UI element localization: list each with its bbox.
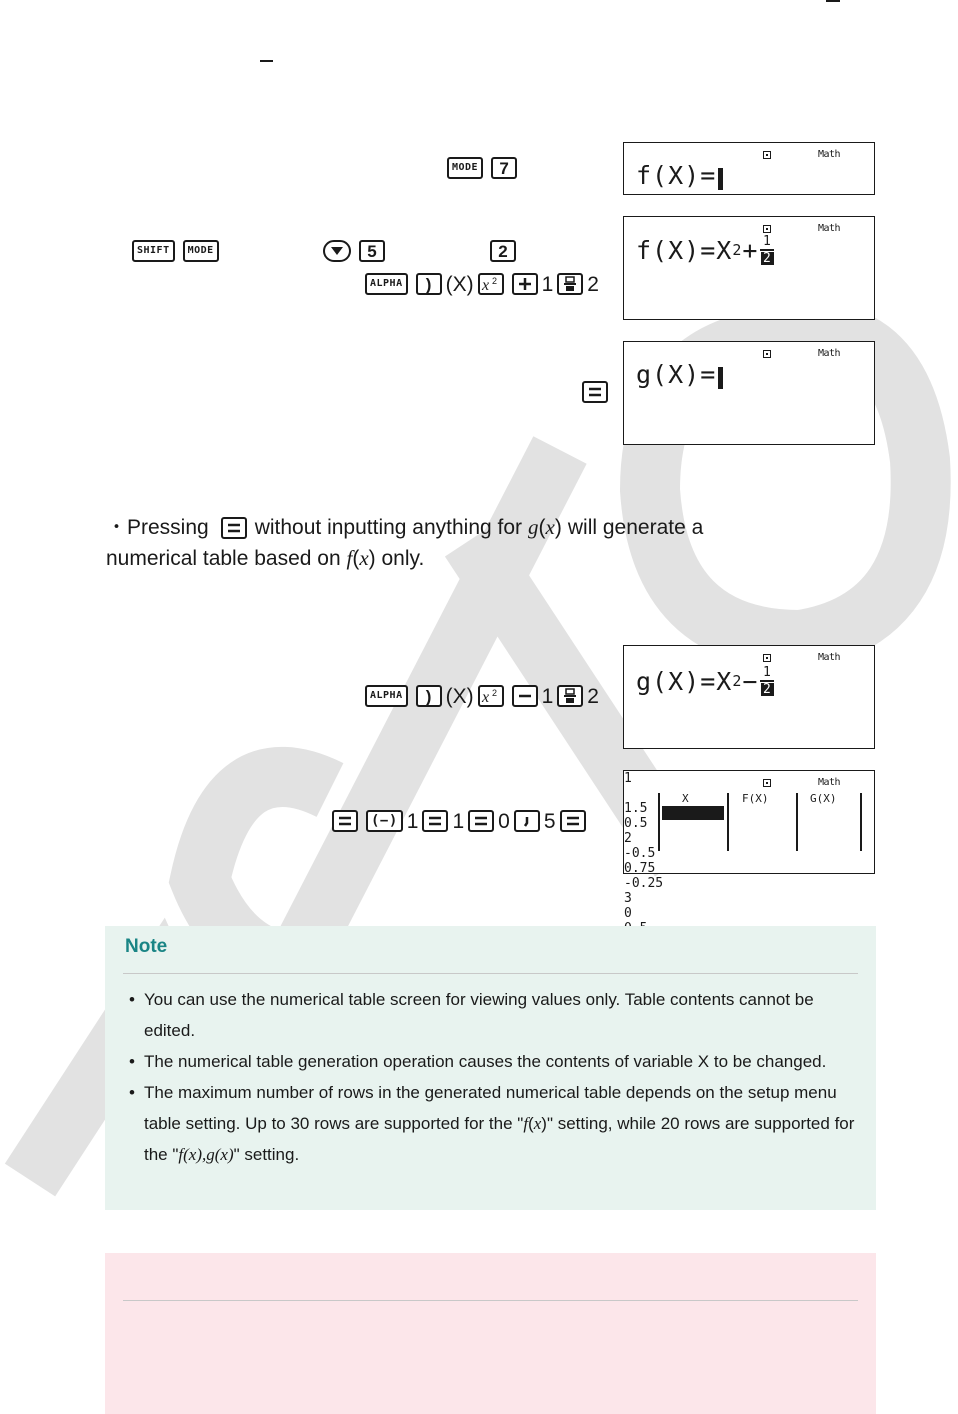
expression-text: g(X)= (636, 360, 717, 389)
text-fragment-dash (826, 0, 840, 2)
svg-text:2: 2 (491, 688, 497, 698)
note-divider (123, 973, 858, 974)
digit-label: 2 (587, 272, 599, 296)
two-key-icon: 2 (490, 240, 516, 262)
math-indicator-icon (763, 151, 771, 159)
paren-key-icon: ) (416, 685, 442, 707)
f-variable: f (523, 1114, 529, 1133)
row-number: 1 (624, 771, 632, 786)
equals-key-icon (221, 517, 247, 539)
operator-text: + (742, 235, 759, 265)
exponent-text: 2 (732, 672, 743, 690)
cursor-icon (718, 168, 723, 190)
bullet-text: ・Pressing (106, 516, 209, 539)
lcd-screen-gx-defined (623, 645, 875, 749)
table-cell-x: 0 (624, 906, 632, 921)
svg-text:2: 2 (491, 276, 497, 286)
table-cell-gx: -0.25 (624, 876, 664, 891)
mode-key-icon: MODE (447, 157, 483, 179)
fraction-denominator: 2 (762, 682, 772, 697)
equals-key-icon (332, 810, 358, 832)
shift-key-icon: SHIFT (132, 240, 175, 262)
row-number: 3 (624, 891, 632, 906)
plus-key-icon (512, 273, 538, 295)
keystroke-line-4 (363, 685, 601, 707)
svg-text:x: x (481, 277, 489, 294)
keystroke-line-2d (363, 273, 601, 295)
info-text: numerical table based on (106, 547, 341, 570)
math-indicator-icon (763, 350, 771, 358)
math-mode-label: Math (818, 348, 841, 359)
lcd-expression (636, 666, 774, 696)
keystroke-line-5 (330, 810, 588, 832)
lcd-expression (636, 161, 723, 190)
table-divider (727, 793, 729, 851)
cursor-icon (718, 367, 723, 389)
expression-text: f(X)= (636, 161, 717, 190)
operator-text: − (742, 666, 759, 696)
note-item: • The maximum number of rows in the generated numerical table depends on the setup menu table setting. Up to 30 rows are supported for the "f(x)" setting, while 20 rows are supported for the "f(x),g(x)" setting. (129, 1077, 859, 1170)
five-key-icon: 5 (359, 240, 385, 262)
math-indicator-icon (763, 225, 771, 233)
info-line-2: numerical table based on f(x) only. (106, 546, 425, 570)
note-item: • You can use the numerical table screen for viewing values only. Table contents cannot be edited. (129, 984, 859, 1046)
math-mode-label: Math (818, 223, 841, 234)
table-cell-fx: 1.5 (624, 801, 648, 816)
decimal-key-icon (514, 810, 540, 832)
row-number: 2 (624, 831, 632, 846)
table-divider (658, 793, 660, 851)
keystroke-line-2a (130, 240, 221, 262)
info-text: will generate a (567, 516, 704, 539)
math-mode-label: Math (818, 652, 841, 663)
x-variable-label: (X) (445, 684, 474, 708)
note-text: " setting, while 20 rows are supported for the " (144, 1114, 855, 1164)
fraction-display (760, 235, 774, 265)
exponent-text: 2 (732, 241, 743, 259)
table-divider (860, 793, 862, 851)
keystroke-line-3 (580, 381, 610, 403)
info-text: without inputting anything for (254, 516, 523, 539)
table-cell-x: -1 (624, 786, 640, 801)
lcd-screen-gx-input (623, 341, 875, 445)
expression-text: f(X)=X (636, 235, 733, 265)
keystroke-line-2c (488, 240, 518, 262)
x-variable: x (359, 546, 369, 570)
square-key-icon (478, 273, 504, 295)
lcd-expression (636, 360, 723, 389)
lcd-screen-fx-input (623, 142, 875, 195)
table-header-gx: G(X) (810, 792, 837, 805)
table-header-x: X (682, 792, 689, 805)
down-arrow-key-icon (323, 240, 351, 262)
alpha-key-icon: ALPHA (365, 685, 408, 707)
fraction-denominator: 2 (762, 251, 772, 266)
note-list (129, 984, 859, 1170)
square-key-icon (478, 685, 504, 707)
paren-key-icon: ) (416, 273, 442, 295)
digit-label: 1 (452, 809, 465, 833)
note-title: Note (125, 936, 168, 957)
warning-divider (123, 1300, 858, 1301)
x-variable: x (545, 515, 555, 539)
fraction-numerator: 1 (762, 234, 772, 249)
negative-key-icon: (−) (366, 810, 403, 832)
digit-label: 0 (498, 809, 510, 833)
mode-key-icon: MODE (183, 240, 219, 262)
equals-key-icon (560, 810, 586, 832)
digit-label: 1 (541, 272, 554, 296)
fraction-key-icon (557, 273, 583, 295)
equals-key-icon (422, 810, 448, 832)
lcd-expression (636, 235, 774, 265)
minus-key-icon (512, 685, 538, 707)
math-mode-label: Math (818, 777, 841, 788)
table-header-fx: F(X) (742, 792, 769, 805)
digit-label: 1 (541, 684, 554, 708)
table-cell-x: -0.5 (624, 846, 656, 861)
digit-label: 2 (587, 684, 599, 708)
note-box (105, 926, 876, 1210)
note-item: • The numerical table generation operation causes the contents of variable X to be changed. (129, 1046, 859, 1077)
x-variable: x (533, 1114, 542, 1133)
table-cell-gx: 0.5 (624, 816, 648, 831)
digit-label: 1 (406, 809, 419, 833)
table-cell-fx: 0.75 (624, 861, 656, 876)
warning-box (105, 1253, 876, 1414)
x-variable-label: (X) (445, 272, 474, 296)
lcd-screen-table (623, 770, 875, 921)
fg-variable: f(x),g(x) (178, 1145, 234, 1164)
svg-text:x: x (481, 689, 489, 706)
math-indicator-icon (763, 654, 771, 662)
info-text: only. (381, 547, 425, 570)
info-paragraph (106, 512, 703, 574)
numerical-table (624, 771, 876, 921)
note-text: The maximum number of rows in the generated numerical table depends on the setup menu table setting. Up to 30 rows are supported for the " (144, 1083, 837, 1133)
info-line-1: ・Pressing without inputting anything for g(x) will generate a (106, 512, 703, 543)
equals-key-icon (468, 810, 494, 832)
note-text: " setting. (233, 1145, 300, 1164)
g-variable: g (528, 515, 539, 539)
digit-label: 5 (543, 809, 556, 833)
lcd-screen-fx-defined (623, 216, 875, 320)
math-mode-label: Math (818, 149, 841, 160)
keystroke-line-1 (445, 157, 519, 179)
fraction-key-icon (557, 685, 583, 707)
text-fragment-dash (260, 60, 273, 62)
expression-text: g(X)=X (636, 666, 733, 696)
seven-key-icon: 7 (491, 157, 517, 179)
fraction-numerator: 1 (762, 665, 772, 680)
equals-key-icon (582, 381, 608, 403)
alpha-key-icon: ALPHA (365, 273, 408, 295)
keystroke-line-2b (321, 240, 387, 262)
table-selection (662, 806, 724, 820)
table-divider (796, 793, 798, 851)
fraction-display (760, 666, 774, 696)
f-variable: f (346, 546, 353, 570)
